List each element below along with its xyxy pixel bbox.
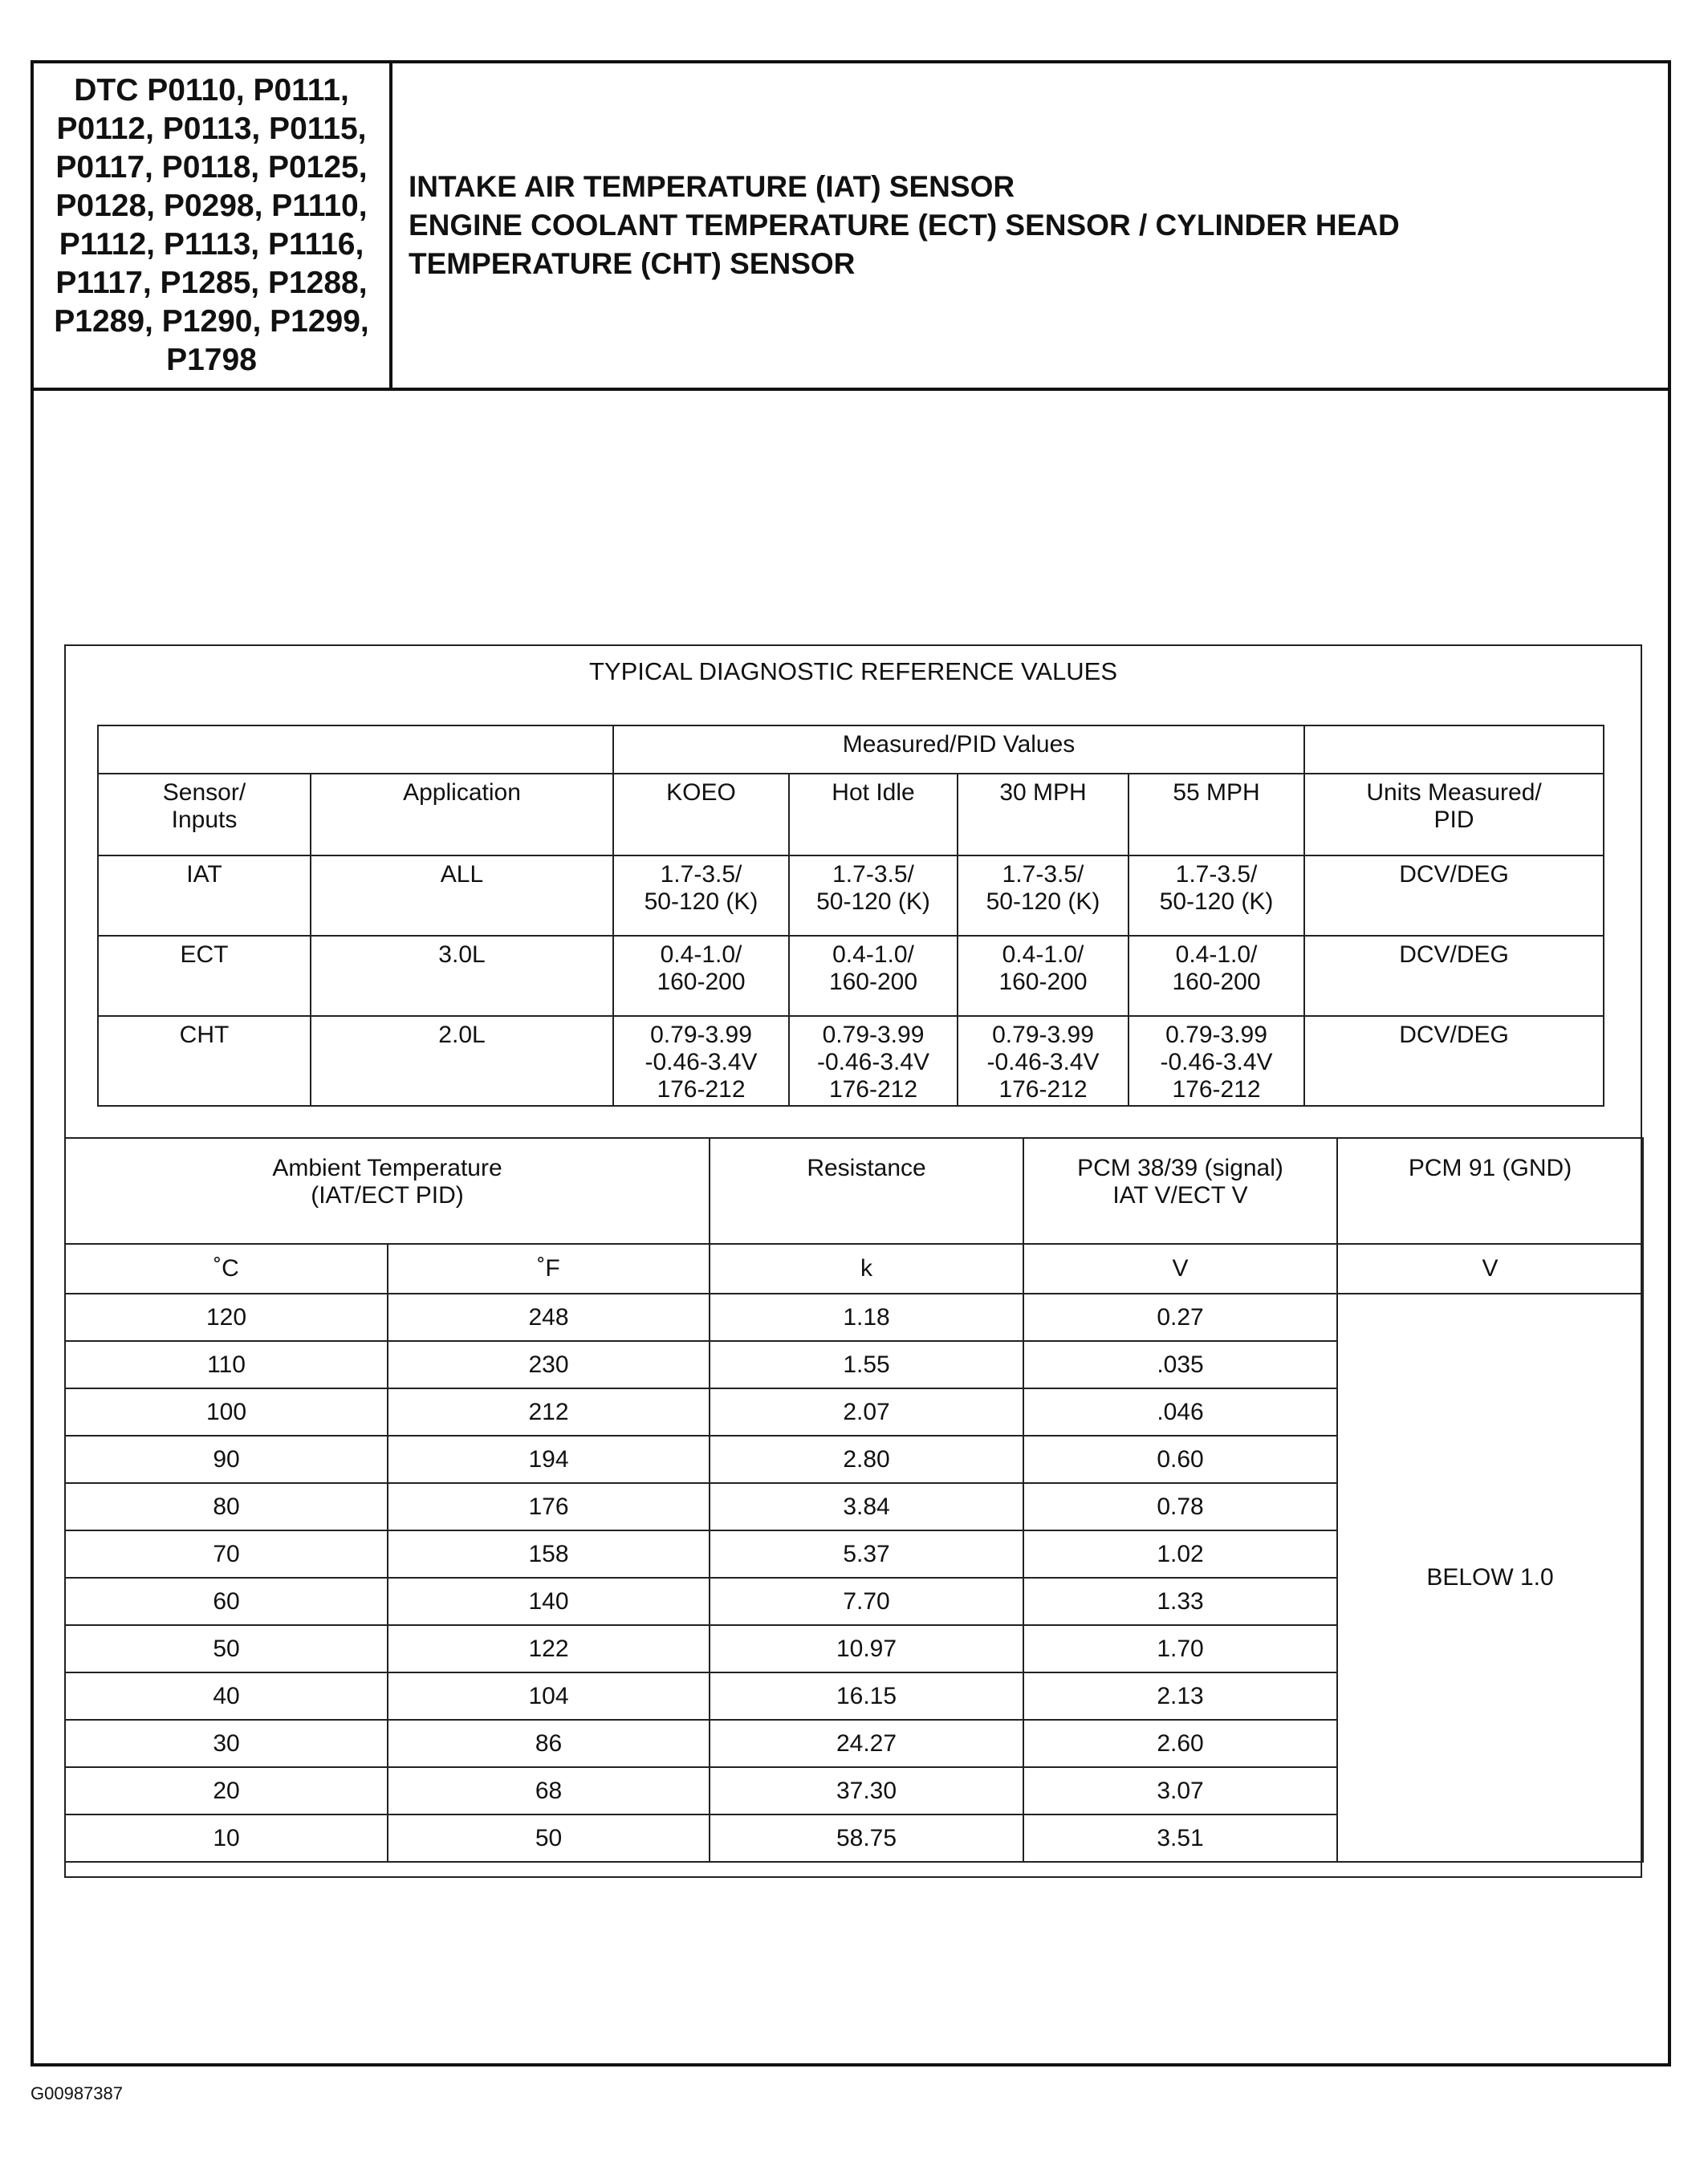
table-cell: 1.33 xyxy=(1023,1578,1337,1625)
table-cell: 24.27 xyxy=(710,1720,1023,1767)
table-cell: DCV/DEG xyxy=(1304,936,1604,1016)
table-cell: 86 xyxy=(388,1720,710,1767)
column-header: PCM 91 (GND) xyxy=(1337,1138,1643,1244)
table-cell: 50 xyxy=(388,1814,710,1862)
table-cell: 5.37 xyxy=(710,1530,1023,1578)
table-cell: 0.27 xyxy=(1023,1294,1337,1341)
blank-header-cell xyxy=(1304,725,1604,774)
title-line: TEMPERATURE (CHT) SENSOR xyxy=(409,247,856,280)
column-header: PCM 38/39 (signal) IAT V/ECT V xyxy=(1023,1138,1337,1244)
table-cell: 2.07 xyxy=(710,1388,1023,1436)
gnd-value-cell: BELOW 1.0 xyxy=(1337,1294,1643,1862)
table-cell: CHT xyxy=(98,1016,311,1106)
table-cell: ALL xyxy=(311,855,613,936)
table-cell: 104 xyxy=(388,1672,710,1720)
unit-cell: V xyxy=(1337,1244,1643,1294)
table-row xyxy=(98,855,1604,936)
table-cell: 1.70 xyxy=(1023,1625,1337,1672)
column-header: 55 MPH xyxy=(1128,774,1304,855)
table-cell: 1.7-3.5/ 50-120 (K) xyxy=(789,855,958,936)
table-cell: 2.60 xyxy=(1023,1720,1337,1767)
title-cell xyxy=(392,63,1668,388)
temperature-resistance-table xyxy=(64,1137,1644,1863)
table-cell: 176 xyxy=(388,1483,710,1530)
table-header-row xyxy=(65,1138,1643,1244)
table-cell: 120 xyxy=(65,1294,388,1341)
reference-title: TYPICAL DIAGNOSTIC REFERENCE VALUES xyxy=(588,657,1118,685)
unit-cell: ˚F xyxy=(388,1244,710,1294)
table-row xyxy=(98,1016,1604,1106)
column-header: Application xyxy=(311,774,613,855)
table-cell: 0.79-3.99 -0.46-3.4V 176-212 xyxy=(958,1016,1128,1106)
table-cell: .046 xyxy=(1023,1388,1337,1436)
table-cell: 1.18 xyxy=(710,1294,1023,1341)
table-cell: 30 xyxy=(65,1720,388,1767)
dtc-code-cell xyxy=(34,63,392,388)
unit-cell: V xyxy=(1023,1244,1337,1294)
table-cell: DCV/DEG xyxy=(1304,1016,1604,1106)
table-cell: 3.51 xyxy=(1023,1814,1337,1862)
table-cell: 140 xyxy=(388,1578,710,1625)
table-cell: 212 xyxy=(388,1388,710,1436)
title-line: INTAKE AIR TEMPERATURE (IAT) SENSOR xyxy=(409,170,1015,203)
table-cell: 1.7-3.5/ 50-120 (K) xyxy=(1128,855,1304,936)
table-cell: 110 xyxy=(65,1341,388,1388)
blank-header-cell xyxy=(98,725,613,774)
table-cell: 248 xyxy=(388,1294,710,1341)
table-cell: 10 xyxy=(65,1814,388,1862)
title-line: ENGINE COOLANT TEMPERATURE (ECT) SENSOR / CYLINDER HEAD xyxy=(409,209,1400,242)
column-header: KOEO xyxy=(613,774,789,855)
table-cell: 0.79-3.99 -0.46-3.4V 176-212 xyxy=(613,1016,789,1106)
table-cell: 90 xyxy=(65,1436,388,1483)
table-header-row xyxy=(98,725,1604,774)
column-header: Sensor/ Inputs xyxy=(98,774,311,855)
unit-cell: ˚C xyxy=(65,1244,388,1294)
table-cell: 2.80 xyxy=(710,1436,1023,1483)
table-cell: 10.97 xyxy=(710,1625,1023,1672)
table-cell: 1.55 xyxy=(710,1341,1023,1388)
table-cell: 100 xyxy=(65,1388,388,1436)
table-row xyxy=(65,1294,1643,1341)
table-cell: 158 xyxy=(388,1530,710,1578)
table-cell: 50 xyxy=(65,1625,388,1672)
table-cell: 3.84 xyxy=(710,1483,1023,1530)
header-row xyxy=(34,63,1668,391)
table-cell: ECT xyxy=(98,936,311,1016)
column-header: Units Measured/ PID xyxy=(1304,774,1604,855)
table-cell: 0.78 xyxy=(1023,1483,1337,1530)
column-header: Hot Idle xyxy=(789,774,958,855)
table-cell: 40 xyxy=(65,1672,388,1720)
table-cell: 122 xyxy=(388,1625,710,1672)
unit-row xyxy=(65,1244,1643,1294)
column-header-row xyxy=(98,774,1604,855)
dtc-code-list: DTC P0110, P0111, P0112, P0113, P0115, P0117, P0118, P0125, P0128, P0298, P1110, P1112, P1113, P1116, P1117, P1285, P1288, P1289, P1290, P1299, P1798 xyxy=(54,73,369,377)
column-header: Ambient Temperature (IAT/ECT PID) xyxy=(65,1138,710,1244)
table-cell: 60 xyxy=(65,1578,388,1625)
table-cell: 1.7-3.5/ 50-120 (K) xyxy=(958,855,1128,936)
table-cell: 0.4-1.0/ 160-200 xyxy=(789,936,958,1016)
table-cell: 0.4-1.0/ 160-200 xyxy=(613,936,789,1016)
table-cell: .035 xyxy=(1023,1341,1337,1388)
reference-values-table xyxy=(97,725,1604,1107)
table-cell: 68 xyxy=(388,1767,710,1814)
table-cell: 0.4-1.0/ 160-200 xyxy=(958,936,1128,1016)
table-cell: 1.7-3.5/ 50-120 (K) xyxy=(613,855,789,936)
table-cell: 3.0L xyxy=(311,936,613,1016)
measured-header: Measured/PID Values xyxy=(613,725,1304,774)
table-cell: 0.79-3.99 -0.46-3.4V 176-212 xyxy=(1128,1016,1304,1106)
table-cell: 37.30 xyxy=(710,1767,1023,1814)
reference-values-box xyxy=(64,644,1642,1878)
table-cell: 58.75 xyxy=(710,1814,1023,1862)
column-header: Resistance xyxy=(710,1138,1023,1244)
table-cell: 230 xyxy=(388,1341,710,1388)
table-cell: DCV/DEG xyxy=(1304,855,1604,936)
table-row xyxy=(98,936,1604,1016)
table-cell: 0.79-3.99 -0.46-3.4V 176-212 xyxy=(789,1016,958,1106)
table-cell: IAT xyxy=(98,855,311,936)
table-cell: 0.60 xyxy=(1023,1436,1337,1483)
table-cell: 2.13 xyxy=(1023,1672,1337,1720)
table-cell: 7.70 xyxy=(710,1578,1023,1625)
table-cell: 194 xyxy=(388,1436,710,1483)
table-cell: 80 xyxy=(65,1483,388,1530)
table-cell: 16.15 xyxy=(710,1672,1023,1720)
document-title xyxy=(409,168,1400,283)
figure-id: G00987387 xyxy=(31,2083,123,2103)
unit-cell: k xyxy=(710,1244,1023,1294)
table-cell: 70 xyxy=(65,1530,388,1578)
table-cell: 20 xyxy=(65,1767,388,1814)
table-cell: 3.07 xyxy=(1023,1767,1337,1814)
table-cell: 1.02 xyxy=(1023,1530,1337,1578)
table-cell: 2.0L xyxy=(311,1016,613,1106)
column-header: 30 MPH xyxy=(958,774,1128,855)
table-cell: 0.4-1.0/ 160-200 xyxy=(1128,936,1304,1016)
